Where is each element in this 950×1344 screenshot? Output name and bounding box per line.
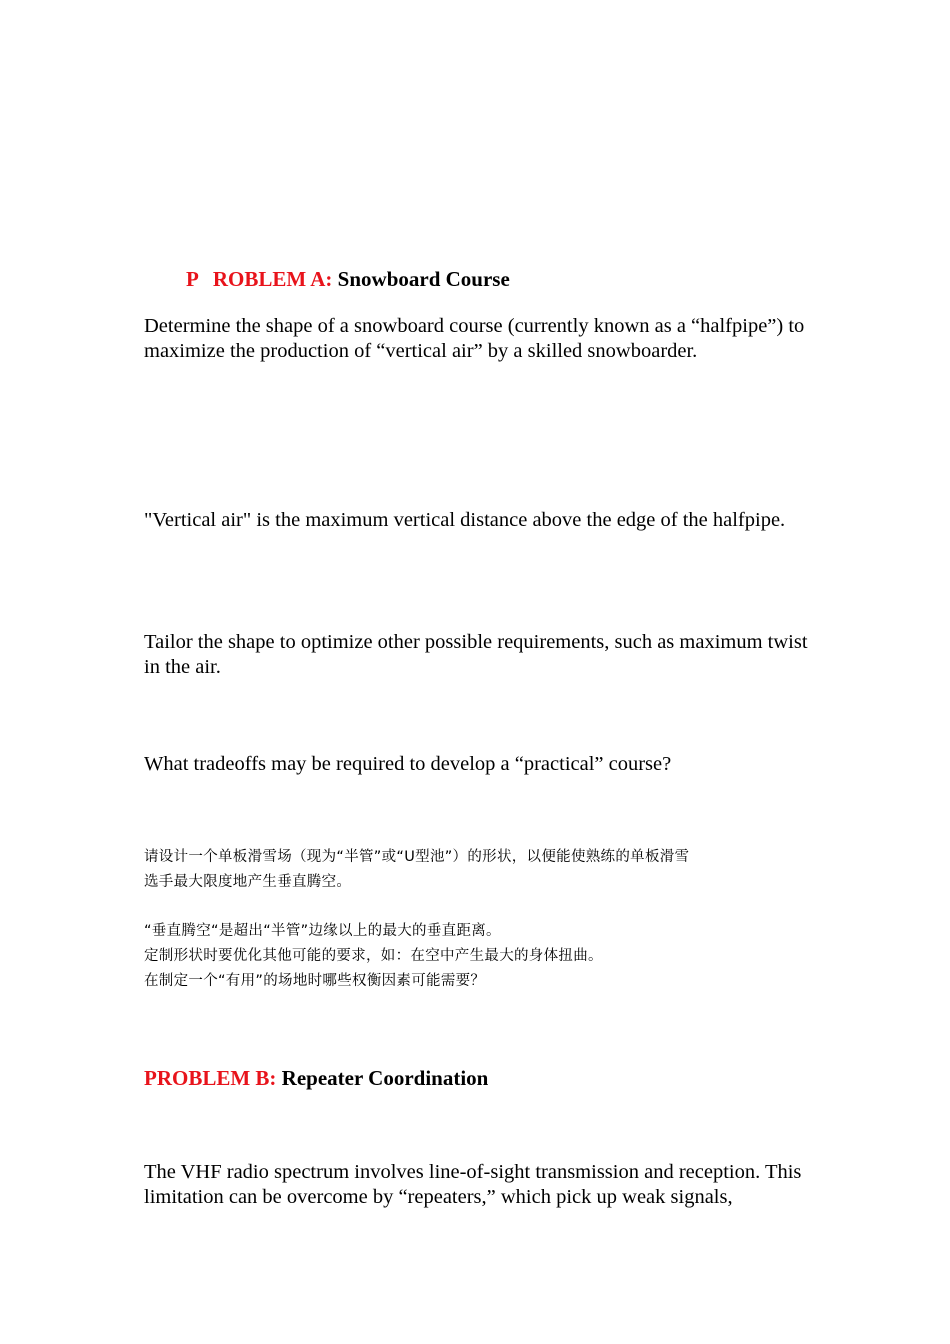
chinese-line: “垂直腾空“是超出“半管”边缘以上的最大的垂直距离。 (144, 923, 501, 939)
problem-a-paragraph-1: Determine the shape of a snowboard course (currently known as a “halfpipe”) to maximize the production of “vertical air” by a skilled snowboarder. (144, 315, 805, 362)
problem-a-paragraph-4: What tradeoffs may be required to develop a “practical” course? (144, 753, 672, 775)
chinese-translation-block-2 (144, 919, 824, 994)
problem-a-paragraph-2: "Vertical air" is the maximum vertical distance above the edge of the halfpipe. (144, 509, 786, 531)
chinese-line: 在制定一个“有用”的场地时哪些权衡因素可能需要？ (144, 973, 486, 989)
problem-a-paragraph-3: Tailor the shape to optimize other possible requirements, such as maximum twist in the air. (144, 631, 808, 678)
problem-a-heading (186, 266, 866, 292)
problem-a-label: ROBLEM A: (212, 267, 333, 291)
problem-b-paragraph-1: The VHF radio spectrum involves line-of-sight transmission and reception. This limitation can be overcome by “repeaters,” which pick up weak signals, (144, 1161, 802, 1208)
problem-b-title: Repeater Coordination (281, 1066, 489, 1090)
chinese-line: 定制形状时要优化其他可能的要求，如：在空中产生最大的身体扭曲。 (144, 948, 603, 964)
chinese-line: 选手最大限度地产生垂直腾空。 (144, 874, 352, 890)
chinese-translation-block-1 (144, 845, 824, 895)
chinese-line: 请设计一个单板滑雪场（现为“半管”或“U型池”）的形状，以便能使熟练的单板滑雪 (144, 849, 690, 865)
problem-a-letter-p: P (186, 267, 199, 291)
problem-b-label: PROBLEM B: (144, 1066, 277, 1090)
problem-a-title: Snowboard Course (337, 267, 510, 291)
problem-b-heading (144, 1065, 824, 1091)
